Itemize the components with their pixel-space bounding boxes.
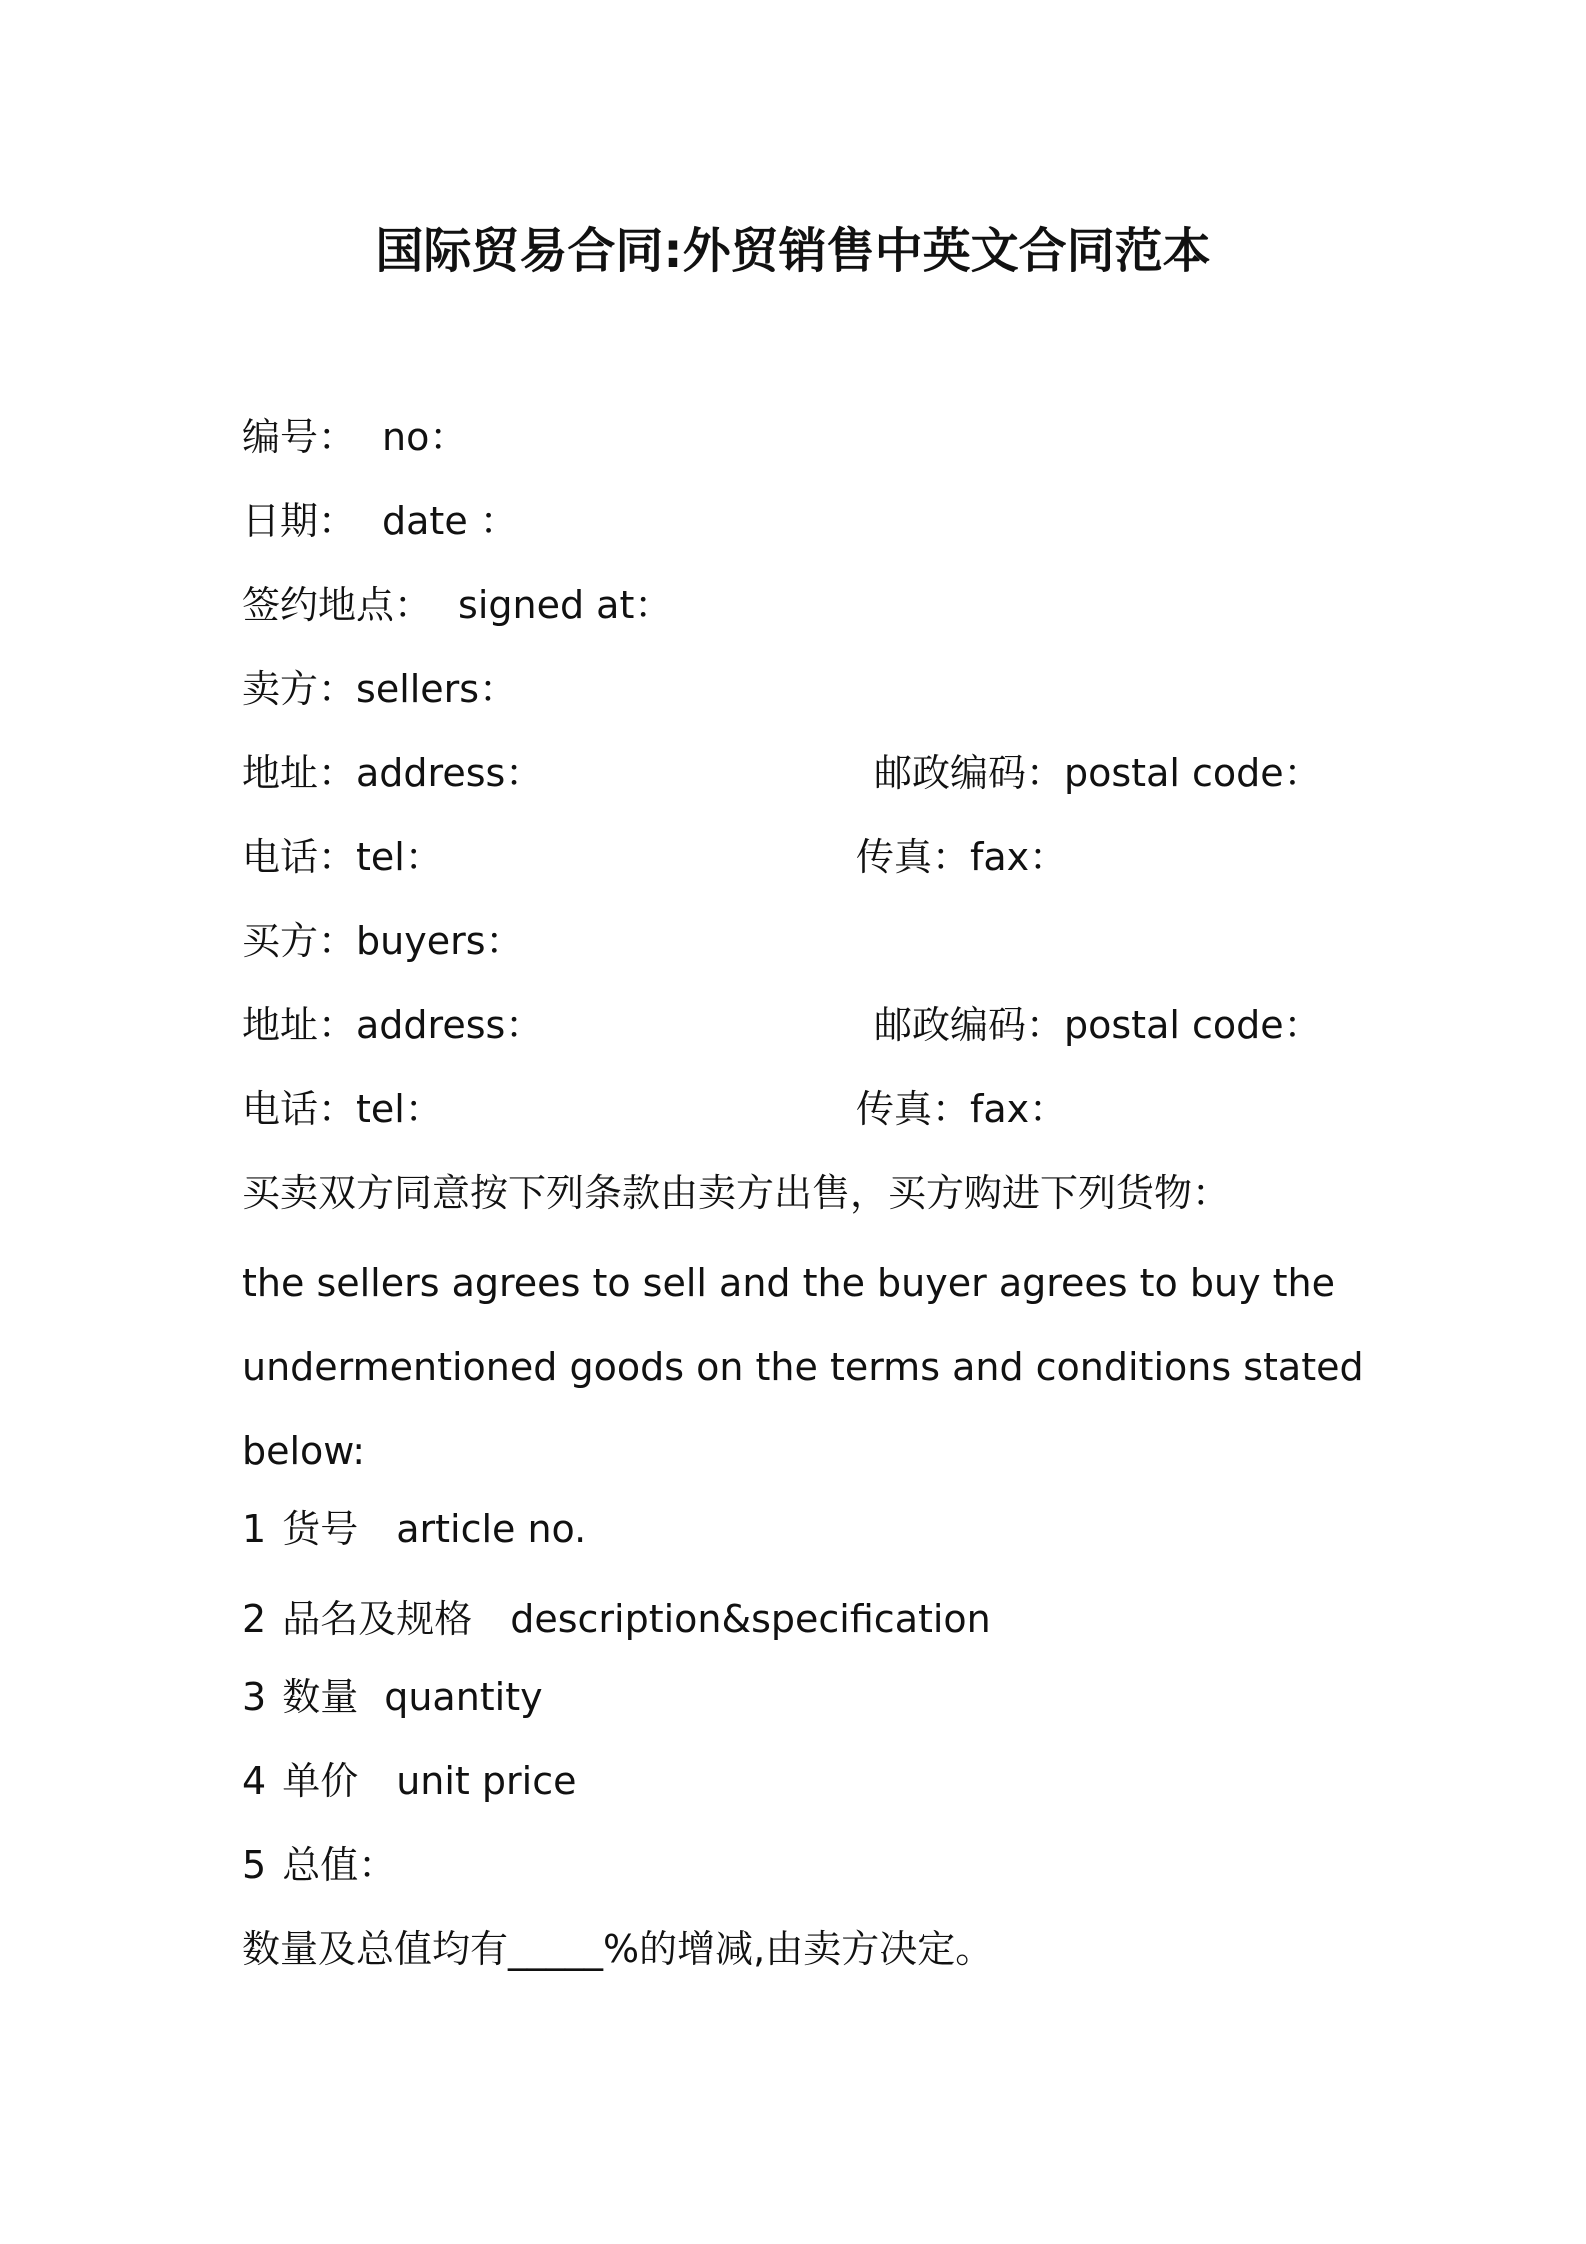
field-signed-at-cn: 签约地点： <box>242 583 433 627</box>
field-signed-at <box>242 582 672 628</box>
buyer-address-en: address： <box>356 1003 544 1047</box>
agreement-cn: 买卖双方同意按下列条款由卖方出售，买方购进下列货物： <box>242 1171 1231 1215</box>
buyer-postal-cn: 邮政编码： <box>874 1003 1065 1047</box>
buyer-postal-en: postal code： <box>1064 1003 1322 1047</box>
seller-fax-en: fax： <box>970 835 1068 879</box>
buyer-tel-en: tel： <box>356 1087 443 1131</box>
item-en: article no. <box>396 1507 587 1551</box>
item-num: 2 <box>242 1597 267 1641</box>
footer-note: 数量及总值均有_____%的增减,由卖方决定。 <box>242 1927 994 1971</box>
seller-party-en: sellers： <box>356 667 518 711</box>
agreement-en-line2: undermentioned goods on the terms and conditions stated <box>242 1345 1364 1389</box>
buyer-address-cn: 地址： <box>242 1003 357 1047</box>
seller-postal-en: postal code： <box>1064 751 1322 795</box>
page-title: 国际贸易合同:外贸销售中英文合同范本 <box>375 223 1211 279</box>
item-en: quantity <box>384 1675 543 1719</box>
field-no <box>242 414 467 460</box>
item-num: 5 <box>242 1843 267 1887</box>
field-date-en: date ： <box>382 499 518 543</box>
buyer-party-cn: 买方： <box>242 919 357 963</box>
item-cn: 总值： <box>282 1843 397 1887</box>
buyer-postal <box>874 1002 1322 1048</box>
buyer-fax-en: fax： <box>970 1087 1068 1131</box>
seller-tel-cn: 电话： <box>242 835 357 879</box>
item-cn: 品名及规格 <box>282 1597 473 1641</box>
seller-postal-cn: 邮政编码： <box>874 751 1065 795</box>
item-row <box>242 1596 991 1642</box>
seller-address <box>242 750 543 796</box>
seller-tel <box>242 834 443 880</box>
buyer-party-en: buyers： <box>356 919 524 963</box>
buyer-fax-cn: 传真： <box>856 1087 971 1131</box>
item-row <box>242 1506 586 1552</box>
field-signed-at-en: signed at： <box>458 583 673 627</box>
seller-fax-cn: 传真： <box>856 835 971 879</box>
agreement-en-line3: below: <box>242 1429 366 1473</box>
item-en: unit price <box>396 1759 577 1803</box>
field-no-cn: 编号： <box>242 415 357 459</box>
buyer-fax <box>856 1086 1067 1132</box>
agreement-en-line1: the sellers agrees to sell and the buyer agrees to buy the <box>242 1261 1336 1305</box>
item-en: description&specification <box>510 1597 991 1641</box>
item-num: 4 <box>242 1759 267 1803</box>
seller-address-cn: 地址： <box>242 751 357 795</box>
field-no-en: no： <box>382 415 468 459</box>
buyer-address <box>242 1002 543 1048</box>
seller-fax <box>856 834 1067 880</box>
seller-party-cn: 卖方： <box>242 667 357 711</box>
item-row <box>242 1674 543 1720</box>
item-num: 3 <box>242 1675 267 1719</box>
field-date <box>242 498 518 544</box>
seller-tel-en: tel： <box>356 835 443 879</box>
item-num: 1 <box>242 1507 267 1551</box>
item-row <box>242 1842 396 1888</box>
buyer-tel-cn: 电话： <box>242 1087 357 1131</box>
item-cn: 数量 <box>282 1675 359 1719</box>
seller-postal <box>874 750 1322 796</box>
item-row <box>242 1758 576 1804</box>
seller-party <box>242 666 517 712</box>
item-cn: 单价 <box>282 1759 359 1803</box>
buyer-party <box>242 918 524 964</box>
field-date-cn: 日期： <box>242 499 357 543</box>
item-cn: 货号 <box>282 1507 359 1551</box>
buyer-tel <box>242 1086 443 1132</box>
seller-address-en: address： <box>356 751 544 795</box>
